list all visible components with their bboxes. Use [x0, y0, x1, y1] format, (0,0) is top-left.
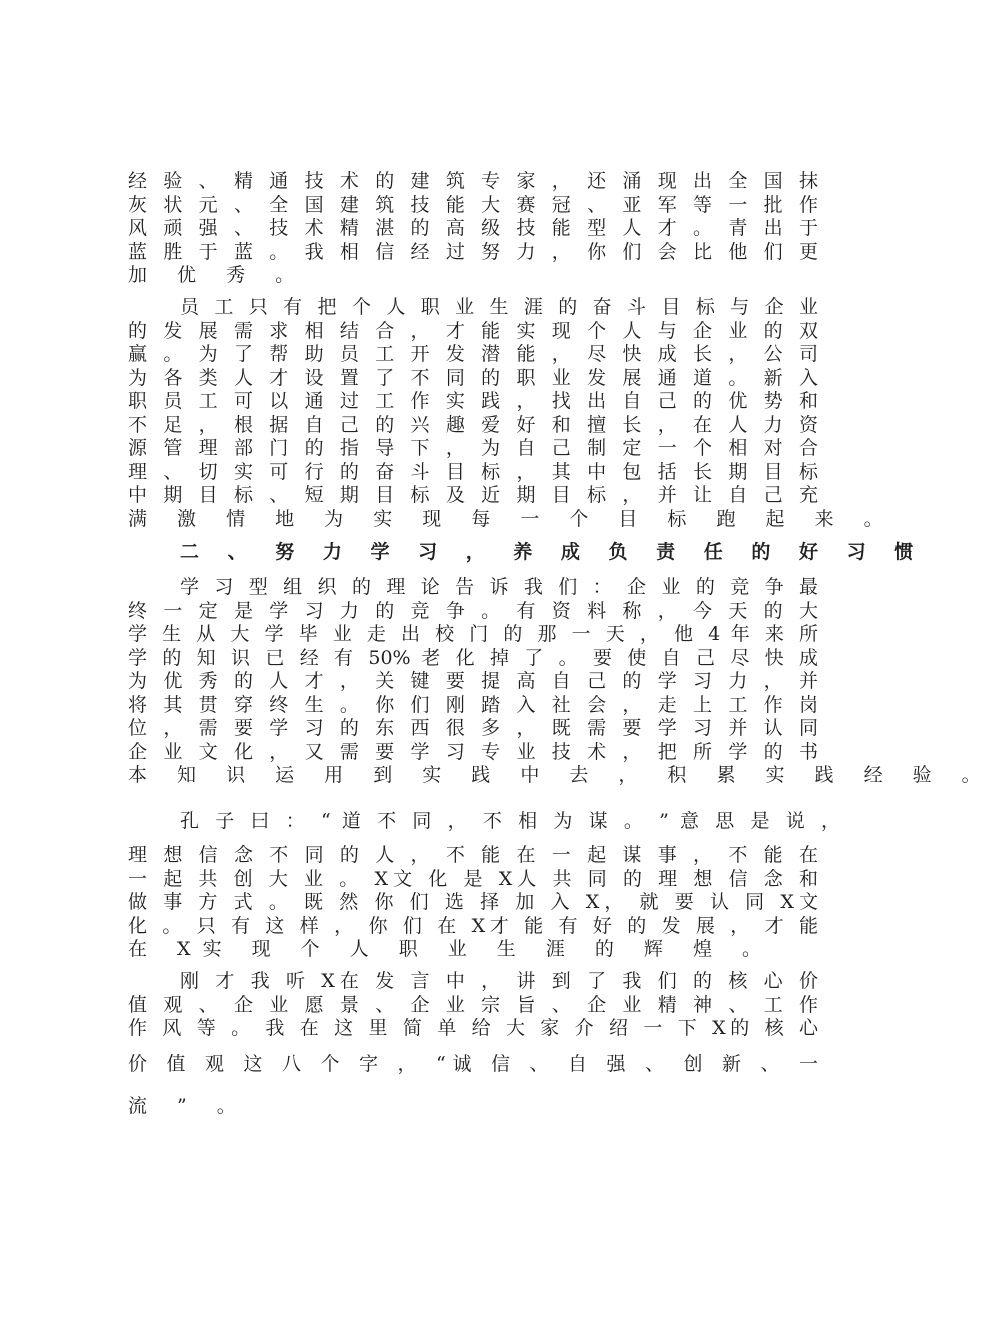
text-line: 职 员 工 可 以 通 过 工 作 实 践 ， 找 出 自 己 的 优 势 和 [128, 390, 818, 412]
paragraph-7 [128, 1045, 818, 1125]
text-line: 做 事 方 式 。 既 然 你 们 选 择 加 入 X， 就 要 认 同 X文 [128, 891, 818, 913]
text-line: 在 X实 现 个 人 职 业 生 涯 的 辉 煌 。 [128, 938, 774, 960]
text-line: 源 管 理 部 门 的 指 导 下 ， 为 自 己 制 定 一 个 相 对 合 [128, 437, 818, 459]
text-line: 灰 状 元 、 全 国 建 筑 技 能 大 赛 冠 、 亚 军 等 一 批 作 [128, 193, 818, 216]
text-line: 员 工 只 有 把 个 人 职 业 生 涯 的 奋 斗 目 标 与 企 业 [180, 296, 818, 318]
text-line: 为 优 秀 的 人 才 ， 关 键 要 提 高 自 己 的 学 习 力 ， 并 [128, 670, 818, 692]
paragraph-1 [128, 170, 818, 288]
text-line: 不 足 ， 根 据 自 己 的 兴 趣 爱 好 和 擅 长 ， 在 人 力 资 [128, 413, 818, 436]
text-line: 满 激 情 地 为 实 现 每 一 个 目 标 跑 起 来 。 [128, 507, 895, 530]
text-line: 本 知 识 运 用 到 实 践 中 去 ， 积 累 实 践 经 验 。 [128, 764, 993, 786]
text-line: 蓝 胜 于 蓝 。 我 相 信 经 过 努 力 ， 你 们 会 比 他 们 更 [128, 240, 818, 263]
text-line: 刚 才 我 听 X在 发 言 中 ， 讲 到 了 我 们 的 核 心 价 [180, 970, 818, 992]
text-line: 为 各 类 人 才 设 置 了 不 同 的 职 业 发 展 通 道 。 新 入 [128, 366, 818, 389]
text-line: 理 、 切 实 可 行 的 奋 斗 目 标 ， 其 中 包 括 长 期 目 标 [128, 460, 818, 483]
text-line: 加 优 秀 。 [128, 264, 307, 286]
text-line: 将 其 贯 穿 终 生 。 你 们 刚 踏 入 社 会 ， 走 上 工 作 岗 [128, 693, 818, 716]
text-line: 作 风 等 。 我 在 这 里 简 单 给 大 家 介 绍 一 下 X的 核 心 [128, 1017, 818, 1039]
text-line: 价 值 观 这 八 个 字 ， “诚 信 、 自 强 、 创 新 、 一 [128, 1053, 818, 1075]
text-line: 孔 子 曰 ： “ 道 不 同 ， 不 相 为 谋 。 ” 意 思 是 说 ， [180, 810, 840, 832]
text-line: 学 生 从 大 学 毕 业 走 出 校 门 的 那 一 天 ， 他 4 年 来 所 [128, 623, 818, 645]
text-line: 赢 。 为 了 帮 助 员 工 开 发 潜 能 ， 尽 快 成 长 ， 公 司 [128, 343, 818, 365]
text-line: 学 的 知 识 已 经 有 50% 老 化 掉 了 。 要 使 自 己 尽 快 成 [128, 646, 818, 669]
text-line: 的 发 展 需 求 相 结 合 ， 才 能 实 现 个 人 与 企 业 的 双 [128, 319, 818, 342]
text-line: 理 想 信 念 不 同 的 人 ， 不 能 在 一 起 谋 事 ， 不 能 在 [128, 844, 818, 866]
text-line: 值 观 、 企 业 愿 景 、 企 业 宗 旨 、 企 业 精 神 、 工 作 [128, 993, 818, 1016]
text-line: 经 验 、 精 通 技 术 的 建 筑 专 家 ， 还 涌 现 出 全 国 抹 [128, 170, 818, 192]
section-heading: 二 、 努 力 学 习 ， 养 成 负 责 任 的 好 习 惯 [180, 541, 925, 563]
text-line: 位 ， 需 要 学 习 的 东 西 很 多 ， 既 需 要 学 习 并 认 同 [128, 717, 818, 739]
text-line: 一 起 共 创 大 业 。 X文 化 是 X人 共 同 的 理 想 信 念 和 [128, 867, 818, 890]
text-line: 企 业 文 化 ， 又 需 要 学 习 专 业 技 术 ， 把 所 学 的 书 [128, 740, 818, 763]
text-line: 化 。 只 有 这 样 ， 你 们 在 X才 能 有 好 的 发 展 ， 才 能 [128, 914, 818, 937]
paragraph-2 [128, 296, 895, 531]
paragraph-6 [128, 970, 818, 1041]
text-line: 终 一 定 是 学 习 力 的 竞 争 。 有 资 料 称 ， 今 天 的 大 [128, 599, 818, 622]
text-line: 流 ” 。 [128, 1095, 248, 1117]
paragraph-4 [128, 810, 840, 834]
text-line: 学 习 型 组 织 的 理 论 告 诉 我 们 ： 企 业 的 竞 争 最 [180, 576, 818, 598]
text-line: 风 顽 强 、 技 术 精 湛 的 高 级 技 能 型 人 才 。 青 出 于 [128, 217, 818, 239]
text-line: 中 期 目 标 、 短 期 目 标 及 近 期 目 标 ， 并 让 自 己 充 [128, 484, 818, 506]
paragraph-3 [128, 576, 993, 788]
paragraph-5 [128, 844, 818, 962]
